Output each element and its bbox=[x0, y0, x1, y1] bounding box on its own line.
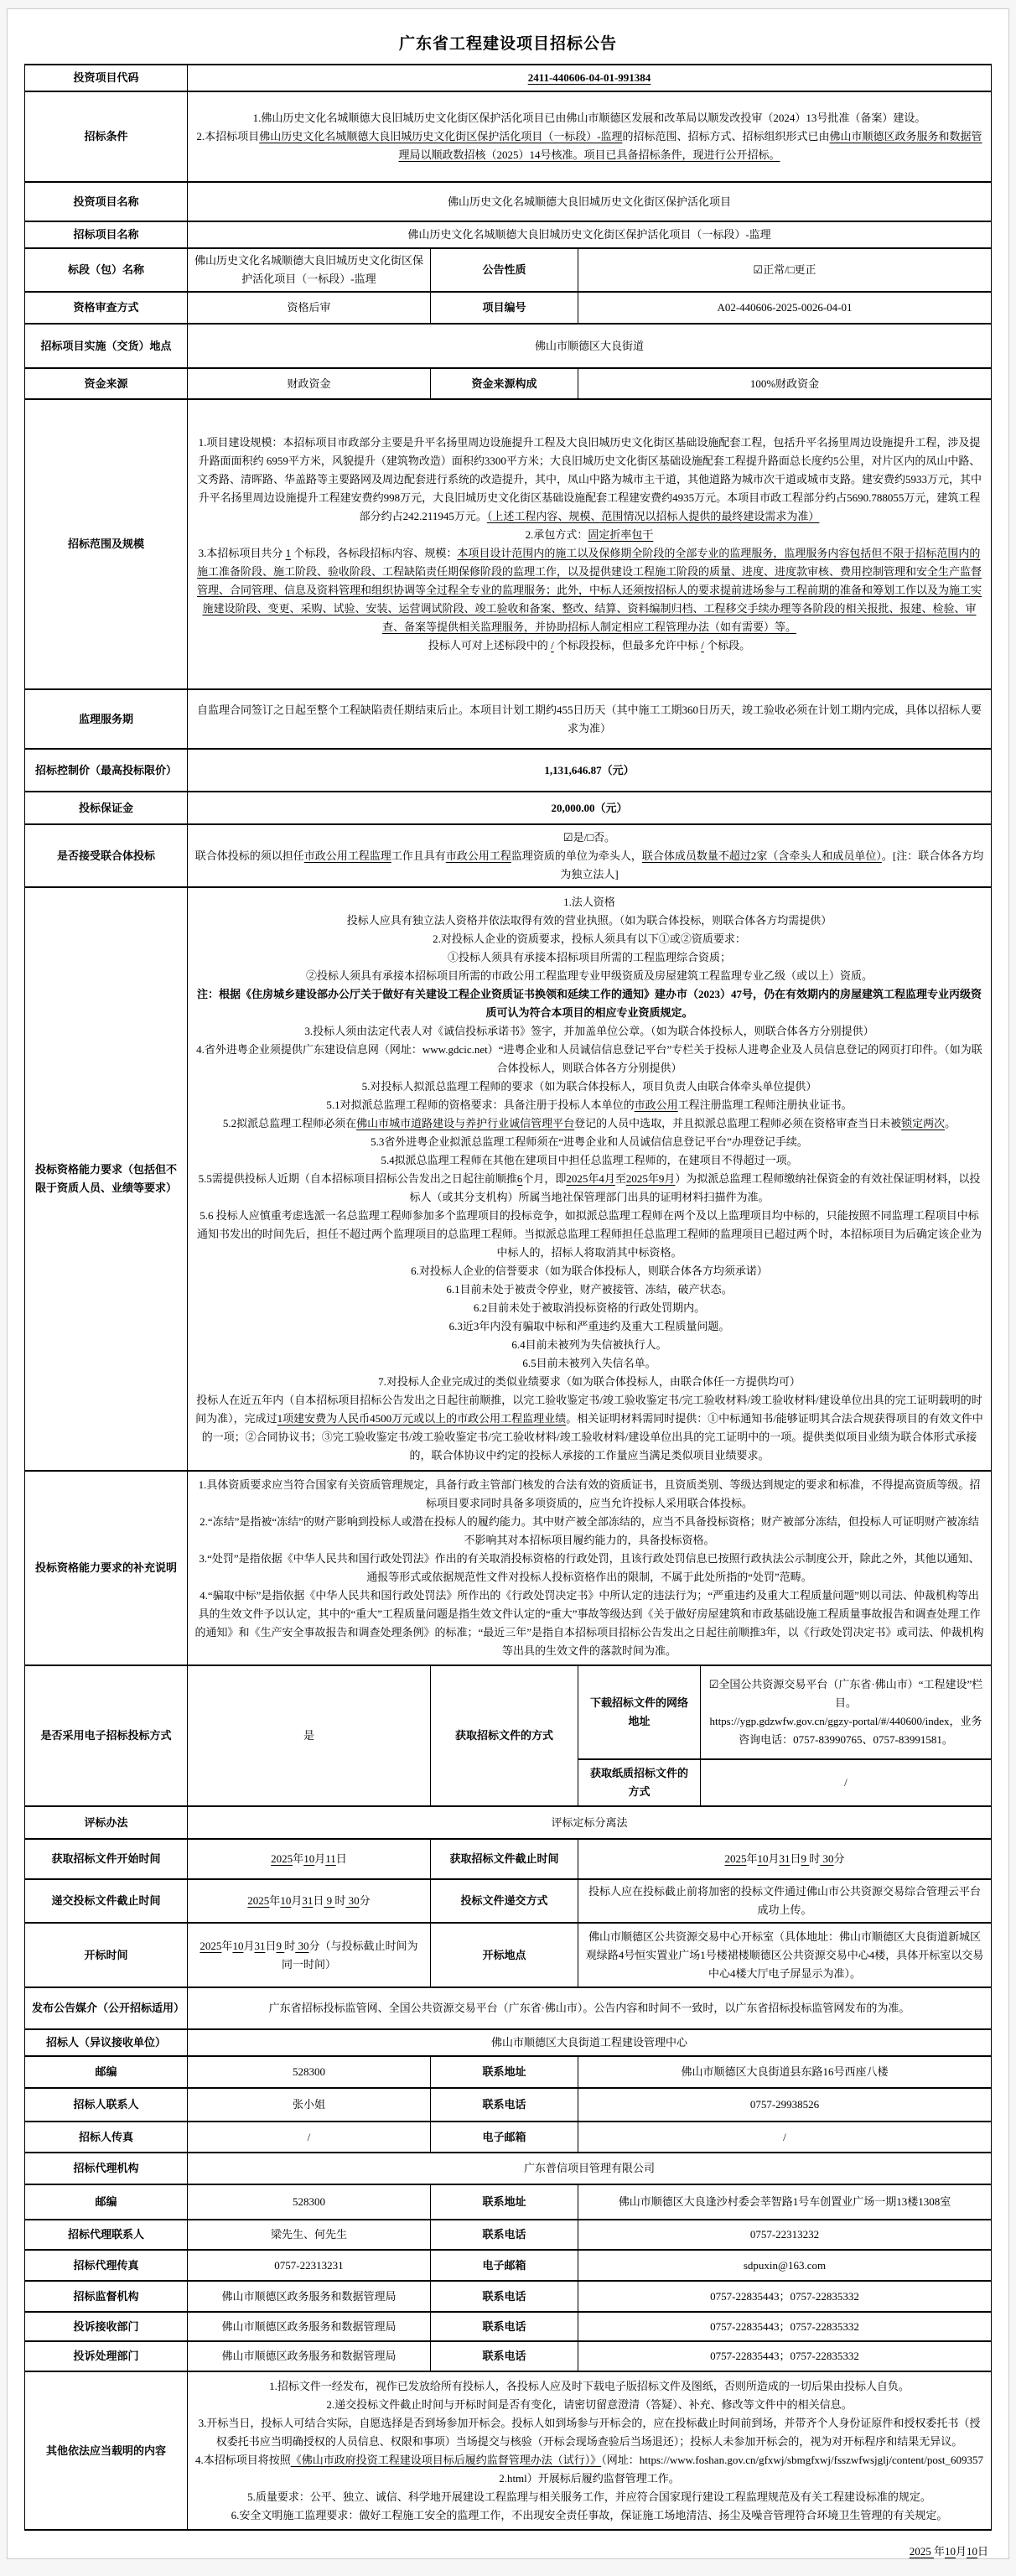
page-title: 广东省工程建设项目招标公告 bbox=[398, 35, 617, 53]
field-label-tenderer-contact: 招标人联系人 bbox=[24, 2088, 187, 2122]
announcement-date: 2025 年10月10日 bbox=[909, 2545, 988, 2558]
field-label-scope-scale: 招标范围及规模 bbox=[24, 399, 187, 689]
field-value-download-address: ☑全国公共资源交易平台（广东省·佛山市）“工程建设”栏目。 https://ygp.gdzwfw.gov.cn/ggzy-portal/#/440600/index，业务咨询电话：0757-83990765、0757-83991581。 bbox=[700, 1665, 991, 1759]
field-label-bid-submission-method: 投标文件递交方式 bbox=[430, 1879, 578, 1923]
field-value-doc-obtain-end: 2025年10月31日9 时 30分 bbox=[578, 1839, 991, 1879]
field-label-tenderer-address: 联系地址 bbox=[430, 2056, 578, 2088]
field-value-evaluation-method: 评标定标分离法 bbox=[187, 1806, 991, 1839]
tender-announcement-table bbox=[24, 64, 992, 2531]
field-label-implementation-place: 招标项目实施（交货）地点 bbox=[24, 324, 187, 368]
field-label-announcement-nature: 公告性质 bbox=[430, 248, 578, 292]
field-label-other-contents: 其他依法应当载明的内容 bbox=[24, 2371, 187, 2530]
field-value-complaint-handle-phone: 0757-22835443；0757-22835332 bbox=[578, 2341, 991, 2371]
field-value-tender-conditions: 1.佛山历史文化名城顺德大良旧城历史文化街区保护活化项目已由佛山市顺德区发展和改革局以顺发改投审（2024）13号批准（备案）建设。 2.本招标项目佛山历史文化名城顺德大良旧城历史文化街区保护活化项目（一标段）-监理的招标范围、招标方式、招标组织形式已由佛山市顺德区政务服务和数据管理局以顺政数招核（2025）14号核准。项目已具备招标条件，现进行公开招标。 bbox=[187, 91, 991, 182]
field-value-invest-project-name: 佛山历史文化名城顺德大良旧城历史文化街区保护活化项目 bbox=[187, 182, 991, 221]
field-value-qualification-supplement: 1.具体资质要求应当符合国家有关资质管理规定，具备行政主管部门核发的合法有效的资质证书，且资质类别、等级达到规定的要求和标准，不得提高资质等级。招标项目要求同时具备多项资质的，应当允许投标人采用联合体投标。 2.“冻结”是指被“冻结”的财产影响到投标人或潜在投标人的履约能力。其中财产被全部冻结的，应当不具备投标资格；财产被部分冻结，但投标人可证明财产被冻结不影响其对本招标项目履约能力的，具备投标资格。 3.“处罚”是指依据《中华人民共和国行政处罚法》作出的有关取消投标资格的行政处罚，且该行政处罚信息已按照行政执法公示制度公开，除此之外，其他以通知、通报等形式或依据规范性文件对投标人投标资格作出的限制，不属于此处所指的“处罚”范畴。 4.“骗取中标”是指依据《中华人民共和国行政处罚法》所作出的《行政处罚决定书》中所认定的违法行为；“严重违约及重大工程质量问题”则以司法、仲裁机构等出具的生效文件予以认定，其中的“重大”工程质量问题是指生效文件认定的“重大”事故等级达到《关于做好房屋建筑和市政基础设施工程质量事故报告和调查处理工作的通知》和《生产安全事故报告和调查处理条例》的标准；“最近三年”是指自本招标项目招标公告发出之日起往前顺推3年，以《行政处罚决定书》或司法、仲裁机构等出具的生效文件的落款时间为准。 bbox=[187, 1471, 991, 1665]
field-value-agency-email: sdpuxin@163.com bbox=[578, 2250, 991, 2281]
field-value-paper-doc-method: / bbox=[700, 1759, 991, 1806]
field-label-tenderer-phone: 联系电话 bbox=[430, 2088, 578, 2122]
field-label-bid-opening-time: 开标时间 bbox=[24, 1923, 187, 1987]
field-value-agency-contact: 梁先生、何先生 bbox=[187, 2220, 430, 2250]
field-label-tenderer-postcode: 邮编 bbox=[24, 2056, 187, 2088]
field-label-electronic-bidding: 是否采用电子招标投标方式 bbox=[24, 1665, 187, 1806]
field-label-agency: 招标代理机构 bbox=[24, 2153, 187, 2184]
field-value-fund-composition: 100%财政资金 bbox=[578, 368, 991, 399]
field-value-agency: 广东普信项目管理有限公司 bbox=[187, 2153, 991, 2184]
field-value-supervision-phone: 0757-22835443；0757-22835332 bbox=[578, 2281, 991, 2312]
field-value-section-package: 佛山历史文化名城顺德大良旧城历史文化街区保护活化项目（一标段）-监理 bbox=[187, 248, 430, 292]
field-value-consortium: ☑是/□否。 联合体投标的须以担任市政公用工程监理工作且具有市政公用工程监理资质的单位为牵头人，联合体成员数量不超过2家（含牵头人和成员单位）。[注：联合体各方均为独立法人] bbox=[187, 824, 991, 887]
field-label-invest-project-name: 投资项目名称 bbox=[24, 182, 187, 221]
field-value-tenderer-address: 佛山市顺德区大良街道县东路16号西座八楼 bbox=[578, 2056, 991, 2088]
field-label-bid-submission-deadline: 递交投标文件截止时间 bbox=[24, 1879, 187, 1923]
field-value-implementation-place: 佛山市顺德区大良街道 bbox=[187, 324, 991, 368]
field-value-other-contents: 1.招标文件一经发布，视作已发放给所有投标人，各投标人应及时下载电子版招标文件及图纸，否则所造成的一切后果由投标人自负。 2.递交投标文件截止时间与开标时间是否有变化，请密切留意澄清（答疑）、补充、修改等文件中的相关信息。 3.开标当日，投标人可结合实际，自愿选择是否到场参加开标会。投标人如到场参与开标会的，应在投标截止时间前到场，并带齐个人身份证原件和授权委托书（授权委托书应当明确授权的人员信息、权限和事项）当场提交与核验（开标会现场查验后当场退还）；投标人未参加开标会的，视为对开标程序和结果无异议。 4.本招标项目将按照《佛山市政府投资工程建设项目标后履约监督管理办法（试行）》（网址：https://www.foshan.gov.cn/gfxwj/sbmgfxwj/fsszwfwsjglj/content/post_6093572.html）开展标后履约监督管理工作。 5.质量要求：公平、独立、诚信、科学地开展建设工程监理与相关服务工作，并应符合国家现行建设工程监理规范及有关工程建设标准的规定。 6.安全文明施工监理要求：做好工程施工安全的监理工作，不出现安全责任事故，保证施工场地清洁、扬尘及噪音管理符合环境卫生管理的有关规定。 bbox=[187, 2371, 991, 2530]
field-label-control-price: 招标控制价（最高投标限价） bbox=[24, 749, 187, 792]
field-label-tender-project-name: 招标项目名称 bbox=[24, 221, 187, 248]
field-value-bid-submission-deadline: 2025年10月31日 9 时 30分 bbox=[187, 1879, 430, 1923]
field-label-bid-opening-place: 开标地点 bbox=[430, 1923, 578, 1987]
field-value-control-price: 1,131,646.87（元） bbox=[187, 749, 991, 792]
field-label-agency-fax: 招标代理传真 bbox=[24, 2250, 187, 2281]
field-label-agency-address: 联系地址 bbox=[430, 2184, 578, 2220]
field-label-tenderer: 招标人（异议接收单位） bbox=[24, 2029, 187, 2056]
field-value-complaint-receive: 佛山市顺德区政务服务和数据管理局 bbox=[187, 2312, 430, 2341]
field-value-announcement-nature: ☑正常/□更正 bbox=[578, 248, 991, 292]
field-value-supervision-org: 佛山市顺德区政务服务和数据管理局 bbox=[187, 2281, 430, 2312]
field-label-paper-doc-method: 获取纸质招标文件的方式 bbox=[578, 1759, 700, 1806]
field-label-bid-deposit: 投标保证金 bbox=[24, 792, 187, 824]
field-label-complaint-handle: 投诉处理部门 bbox=[24, 2341, 187, 2371]
field-value-supervision-period: 自监理合同签订之日起至整个工程缺陷责任期结束后止。本项目计划工期约455日历天（其中施工工期360日历天，竣工验收必须在计划工期内完成，具体以招标人要求为准） bbox=[187, 689, 991, 749]
field-value-scope-scale: 1.项目建设规模：本招标项目市政部分主要是升平名扬里周边设施提升工程及大良旧城历史文化街区基础设施配套工程，包括升平名扬里周边设施提升工程，涉及提升路面面积约 6959平方米，风貌提升（建筑物改造）面积约3300平方米；大良旧城历史文化街区基础设施配套工程提升路面总长度约5公里，对片区内的凤山中路、文秀路、清晖路、华盖路等主要路网及周边配套进行系统的改造提升，其中，凤山中路为城市主干道，其他道路为城市次干道或城市支路。建安费约5933万元，其中升平名扬里周边设施提升工程建安费约998万元，大良旧城历史文化街区基础设施配套工程建安费约4935万元。本项目市政工程部分约占5690.788055万元，建筑工程部分约占242.211945万元。（上述工程内容、规模、范围情况以招标人提供的最终建设需求为准） 2.承包方式：固定折率包干 3.本招标项目共分 1 个标段，各标段招标内容、规模：本项目设计范围内的施工以及保修期全阶段的全部专业的监理服务，监理服务内容包括但不限于招标范围内的施工准备阶段、施工阶段、验收阶段、工程缺陷责任期保修阶段的监理工作，以及提供建设工程施工阶段的质量、进度、进度款审核、费用控制管理和安全生产监督管理、合同管理、信息及资料管理和组织协调等全过程全专业的监理服务；此外，中标人还须按招标人的要求提前进场参与工程前期的准备和筹划工作以及为施工实施建设阶段、变更、采购、试验、安装、运营调试阶段、竣工验收和备案、整改、结算、资料编制归档、工程移交手续办理等各阶段的相关报批、报建、检验、审查、备案等提供相关监理服务，并协助招标人制定相应工程管理办法（如有需要）等。 投标人可对上述标段中的 / 个标段投标，但最多允许中标 / 个标段。 bbox=[187, 399, 991, 689]
field-label-qualification-supplement: 投标资格能力要求的补充说明 bbox=[24, 1471, 187, 1665]
field-label-download-address: 下载招标文件的网络地址 bbox=[578, 1665, 700, 1759]
field-label-supervision-phone: 联系电话 bbox=[430, 2281, 578, 2312]
field-label-doc-obtain-method: 获取招标文件的方式 bbox=[430, 1665, 578, 1806]
field-value-project-code: 2411-440606-04-01-991384 bbox=[187, 65, 991, 91]
field-value-tenderer-phone: 0757-29938526 bbox=[578, 2088, 991, 2122]
field-value-project-number: A02-440606-2025-0026-04-01 bbox=[578, 292, 991, 324]
field-label-agency-postcode: 邮编 bbox=[24, 2184, 187, 2220]
field-label-doc-obtain-end: 获取招标文件截止时间 bbox=[430, 1839, 578, 1879]
field-label-agency-contact: 招标代理联系人 bbox=[24, 2220, 187, 2250]
field-label-tender-conditions: 招标条件 bbox=[24, 91, 187, 182]
field-value-tenderer-contact: 张小姐 bbox=[187, 2088, 430, 2122]
field-value-bid-submission-method: 投标人应在投标截止前将加密的投标文件通过佛山市公共资源交易综合管理云平台成功上传。 bbox=[578, 1879, 991, 1923]
field-value-tenderer-postcode: 528300 bbox=[187, 2056, 430, 2088]
field-label-supervision-period: 监理服务期 bbox=[24, 689, 187, 749]
field-value-tenderer-fax: / bbox=[187, 2122, 430, 2153]
field-label-project-number: 项目编号 bbox=[430, 292, 578, 324]
field-label-qualification-review: 资格审查方式 bbox=[24, 292, 187, 324]
field-value-announcement-media: 广东省招标投标监管网、全国公共资源交易平台（广东省·佛山市）。公告内容和时间不一致时，以广东省招标投标监管网发布的为准。 bbox=[187, 1987, 991, 2029]
field-label-section-package: 标段（包）名称 bbox=[24, 248, 187, 292]
field-label-agency-email: 电子邮箱 bbox=[430, 2250, 578, 2281]
field-value-bid-opening-place: 佛山市顺德区公共资源交易中心开标室（具体地址：佛山市顺德区大良街道新城区观绿路4号恒实置业广场1号楼裙楼顺德区公共资源交易中心4楼，具体开标室以交易中心4楼大厅电子屏显示为准）。 bbox=[578, 1923, 991, 1987]
field-label-complaint-receive-phone: 联系电话 bbox=[430, 2312, 578, 2341]
field-value-tenderer: 佛山市顺德区大良街道工程建设管理中心 bbox=[187, 2029, 991, 2056]
field-label-doc-obtain-start: 获取招标文件开始时间 bbox=[24, 1839, 187, 1879]
field-label-fund-composition: 资金来源构成 bbox=[430, 368, 578, 399]
field-label-agency-phone: 联系电话 bbox=[430, 2220, 578, 2250]
field-value-agency-phone: 0757-22313232 bbox=[578, 2220, 991, 2250]
field-label-evaluation-method: 评标办法 bbox=[24, 1806, 187, 1839]
document-page bbox=[7, 8, 1009, 2559]
field-value-complaint-handle: 佛山市顺德区政务服务和数据管理局 bbox=[187, 2341, 430, 2371]
field-value-qualification-review: 资格后审 bbox=[187, 292, 430, 324]
field-value-fund-source: 财政资金 bbox=[187, 368, 430, 399]
field-label-supervision-org: 招标监督机构 bbox=[24, 2281, 187, 2312]
field-value-tenderer-email: / bbox=[578, 2122, 991, 2153]
field-value-agency-address: 佛山市顺德区大良逢沙村委会莘智路1号车创置业广场一期13楼1308室 bbox=[578, 2184, 991, 2220]
field-label-complaint-receive: 投诉接收部门 bbox=[24, 2312, 187, 2341]
field-value-doc-obtain-start: 2025年10月11日 bbox=[187, 1839, 430, 1879]
field-label-project-code: 投资项目代码 bbox=[24, 65, 187, 91]
field-label-fund-source: 资金来源 bbox=[24, 368, 187, 399]
field-label-announcement-media: 发布公告媒介（公开招标适用） bbox=[24, 1987, 187, 2029]
field-label-consortium: 是否接受联合体投标 bbox=[24, 824, 187, 887]
field-label-tenderer-email: 电子邮箱 bbox=[430, 2122, 578, 2153]
field-value-complaint-receive-phone: 0757-22835443；0757-22835332 bbox=[578, 2312, 991, 2341]
field-value-agency-fax: 0757-22313231 bbox=[187, 2250, 430, 2281]
field-value-tender-project-name: 佛山历史文化名城顺德大良旧城历史文化街区保护活化项目（一标段）-监理 bbox=[187, 221, 991, 248]
field-value-bid-deposit: 20,000.00（元） bbox=[187, 792, 991, 824]
field-value-electronic-bidding: 是 bbox=[187, 1665, 430, 1806]
field-value-qualification-requirements: 1.法人资格 投标人应具有独立法人资格并依法取得有效的营业执照。（如为联合体投标，则联合体各方均需提供） 2.对投标人企业的资质要求，投标人须具有以下①或②资质要求： ①投标人须具有承接本招标项目所需的工程监理综合资质； ②投标人须具有承接本招标项目所需的市政公用工程监理专业甲级资质及房屋建筑工程监理专业乙级（或以上）资质。 注：根据《住房城乡建设部办公厅关于做好有关建设工程企业资质证书换领和延续工作的通知》建办市（2023）47号，仍在有效期内的房屋建筑工程监理专业丙级资质可认为符合本项目的相应专业资质规定。 3.投标人须由法定代表人对《诚信投标承诺书》签字，并加盖单位公章。（如为联合体投标人，则联合体各方分别提供） 4.省外进粤企业须提供广东建设信息网（网址：www.gdcic.net）“进粤企业和人员诚信信息登记平台”专栏关于投标人进粤企业及人员信息登记的网页打印件。（如为联合体投标人，则联合体各方分别提供） 5.对投标人拟派总监理工程师的要求（如为联合体投标人，项目负责人由联合体牵头单位提供） 5.1对拟派总监理工程师的资格要求：具备注册于投标人本单位的市政公用工程注册监理工程师注册执业证书。 5.2拟派总监理工程师必须在佛山市城市道路建设与养护行业诚信管理平台登记的人员中选取，并且拟派总监理工程师必须在资格审查当日未被锁定两次。 5.3省外进粤企业拟派总监理工程师须在“进粤企业和人员诚信信息登记平台”办理登记手续。 5.4拟派总监理工程师在其他在建项目中担任总监理工程师的，在建项目不得超过一项。 5.5需提供投标人近期（自本招标项目招标公告发出之日起往前顺推6个月，即2025年4月至2025年9月）为拟派总监理工程师缴纳社保资金的有效社保证明材料，以投标人（或其分支机构）所属当地社保管理部门出具的证明材料扫描件为准。 5.6 投标人应慎重考虑选派一名总监理工程师参加多个监理项目的投标竞争，如拟派总监理工程师在两个及以上监理项目均中标的，只能按照不同监理工程项目中标通知书发出的时间先后，担任不超过两个监理项目的总监理工程师。当拟派总监理工程师担任总监理工程师的监理项目已超过两个时，本招标项目为后确定该企业为中标人的，招标人将取消其中标资格。 6.对投标人企业的信誉要求（如为联合体投标人，则联合体各方均须承诺） 6.1目前未处于被责令停业，财产被接管、冻结，破产状态。 6.2目前未处于被取消投标资格的行政处罚期内。 6.3近3年内没有骗取中标和严重违约及重大工程质量问题。 6.4目前未被列为失信被执行人。 6.5目前未被列入失信名单。 7.对投标人企业完成过的类似业绩要求（如为联合体投标人，由联合体任一方提供均可） 投标人在近五年内（自本招标项目招标公告发出之日起往前顺推，以完工验收鉴定书/竣工验收鉴定书/完工验收材料/竣工验收材料/建设单位出具的完工证明载明的时间为准），完成过1项建安费为人民币4500万元或以上的市政公用工程监理业绩。相关证明材料需同时提供：①中标通知书/能够证明其合法合规获得项目的有效文件中的一项；②合同协议书；③完工验收鉴定书/竣工验收鉴定书/完工验收材料/竣工验收材料/建设单位出具的完工证明中的一项。提供类似项目业绩为联合体形式承接的，联合体协议中约定的投标人承接的工作量应当满足类似项目业绩要求。 bbox=[187, 887, 991, 1471]
field-label-complaint-handle-phone: 联系电话 bbox=[430, 2341, 578, 2371]
field-value-agency-postcode: 528300 bbox=[187, 2184, 430, 2220]
field-label-qualification-requirements: 投标资格能力要求（包括但不限于资质人员、业绩等要求） bbox=[24, 887, 187, 1471]
field-label-tenderer-fax: 招标人传真 bbox=[24, 2122, 187, 2153]
field-value-bid-opening-time: 2025年10月31日9 时 30分（与投标截止时间为同一时间） bbox=[187, 1923, 430, 1987]
